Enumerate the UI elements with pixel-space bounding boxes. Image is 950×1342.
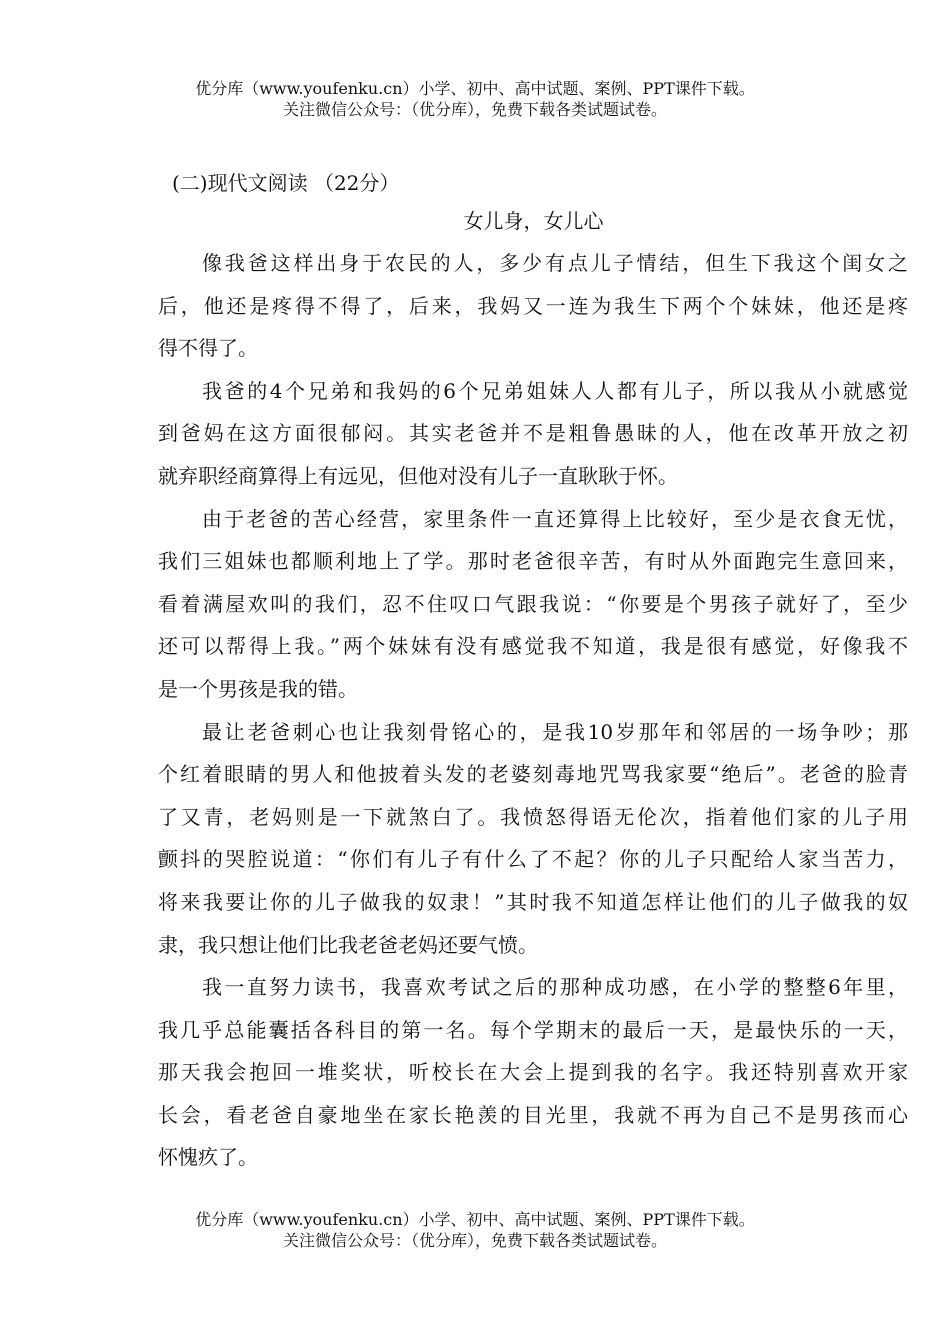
paragraph bbox=[158, 242, 908, 370]
paragraph bbox=[158, 370, 908, 498]
paragraph-line: 将来我要让你的儿子做我的奴隶！”其时我不知道怎样让他们的儿子做我的奴 bbox=[158, 889, 908, 914]
paragraph-line: 是一个男孩是我的错。 bbox=[158, 676, 358, 701]
paragraph-line: 颤抖的哭腔说道：“你们有儿子有什么了不起？你的儿子只配给人家当苦力， bbox=[158, 847, 908, 872]
paragraph-line: 到爸妈在这方面很郁闷。其实老爸并不是粗鲁愚昧的人，他在改革开放之初 bbox=[158, 421, 908, 446]
paragraph-line: 我爸的4个兄弟和我妈的6个兄弟姐妹人人都有儿子，所以我从小就感觉 bbox=[202, 378, 908, 403]
paragraph-line: 还可以帮得上我。”两个妹妹有没有感觉我不知道，我是很有感觉，好像我不 bbox=[158, 634, 908, 659]
paragraph-line: 最让老爸刺心也让我刻骨铭心的，是我10岁那年和邻居的一场争吵；那 bbox=[202, 719, 908, 744]
paragraph bbox=[158, 966, 908, 1179]
page-header bbox=[0, 78, 950, 120]
paragraph-line: 隶，我只想让他们比我老爸老妈还要气愤。 bbox=[158, 932, 538, 957]
paragraph-line: 由于老爸的苦心经营，家里条件一直还算得上比较好，至少是衣食无忧， bbox=[202, 506, 908, 531]
paragraph-line: 看着满屋欢叫的我们，忍不住叹口气跟我说：“你要是个男孩子就好了，至少 bbox=[158, 591, 908, 616]
paragraph-line: 像我爸这样出身于农民的人，多少有点儿子情结，但生下我这个闺女之 bbox=[202, 251, 908, 275]
paragraph-line: 后，他还是疼得不得了，后来，我妈又一连为我生下两个个妹妹，他还是疼 bbox=[158, 293, 908, 318]
header-line-1: 优分库（www.youfenku.cn）小学、初中、高中试题、案例、PPT课件下载。 bbox=[195, 79, 755, 98]
paragraph-line: 那天我会抱回一堆奖状，听校长在大会上提到我的名字。我还特别喜欢开家 bbox=[158, 1060, 908, 1085]
paragraph-line: 怀愧疚了。 bbox=[158, 1145, 258, 1170]
footer-line-2: 关注微信公众号：（优分库），免费下载各类试题试卷。 bbox=[282, 1231, 667, 1250]
header-line-2: 关注微信公众号：（优分库），免费下载各类试题试卷。 bbox=[282, 100, 667, 119]
paragraph-line: 了又青，老妈则是一下就煞白了。我愤怒得语无伦次，指着他们家的儿子用 bbox=[158, 804, 908, 829]
footer-line-1: 优分库（www.youfenku.cn）小学、初中、高中试题、案例、PPT课件下载。 bbox=[195, 1210, 755, 1229]
paragraph-line: 就弃职经商算得上有远见，但他对没有儿子一直耿耿于怀。 bbox=[158, 463, 678, 488]
paragraph-line: 我一直努力读书，我喜欢考试之后的那种成功感，在小学的整整6年里， bbox=[202, 975, 908, 1000]
paragraph-line: 得不得了。 bbox=[158, 336, 258, 361]
paragraph-line: 长会，看老爸自豪地坐在家长艳羡的目光里，我就不再为自己不是男孩而心 bbox=[158, 1102, 908, 1127]
paragraph bbox=[158, 711, 908, 967]
paragraph-line: 我们三姐妹也都顺利地上了学。那时老爸很辛苦，有时从外面跑完生意回来， bbox=[158, 549, 908, 574]
paragraph-line: 个红着眼睛的男人和他披着头发的老婆刻毒地咒骂我家要“绝后”。老爸的脸青 bbox=[158, 762, 908, 787]
paragraph-line: 我几乎总能囊括各科目的第一名。每个学期末的最后一天，是最快乐的一天， bbox=[158, 1017, 908, 1042]
article-title: 女儿身，女儿心 bbox=[463, 209, 604, 233]
section-heading: (二)现代文阅读 （22分） bbox=[172, 171, 400, 195]
paragraph bbox=[158, 498, 908, 711]
article-body bbox=[158, 242, 908, 1179]
page-footer bbox=[0, 1209, 950, 1251]
